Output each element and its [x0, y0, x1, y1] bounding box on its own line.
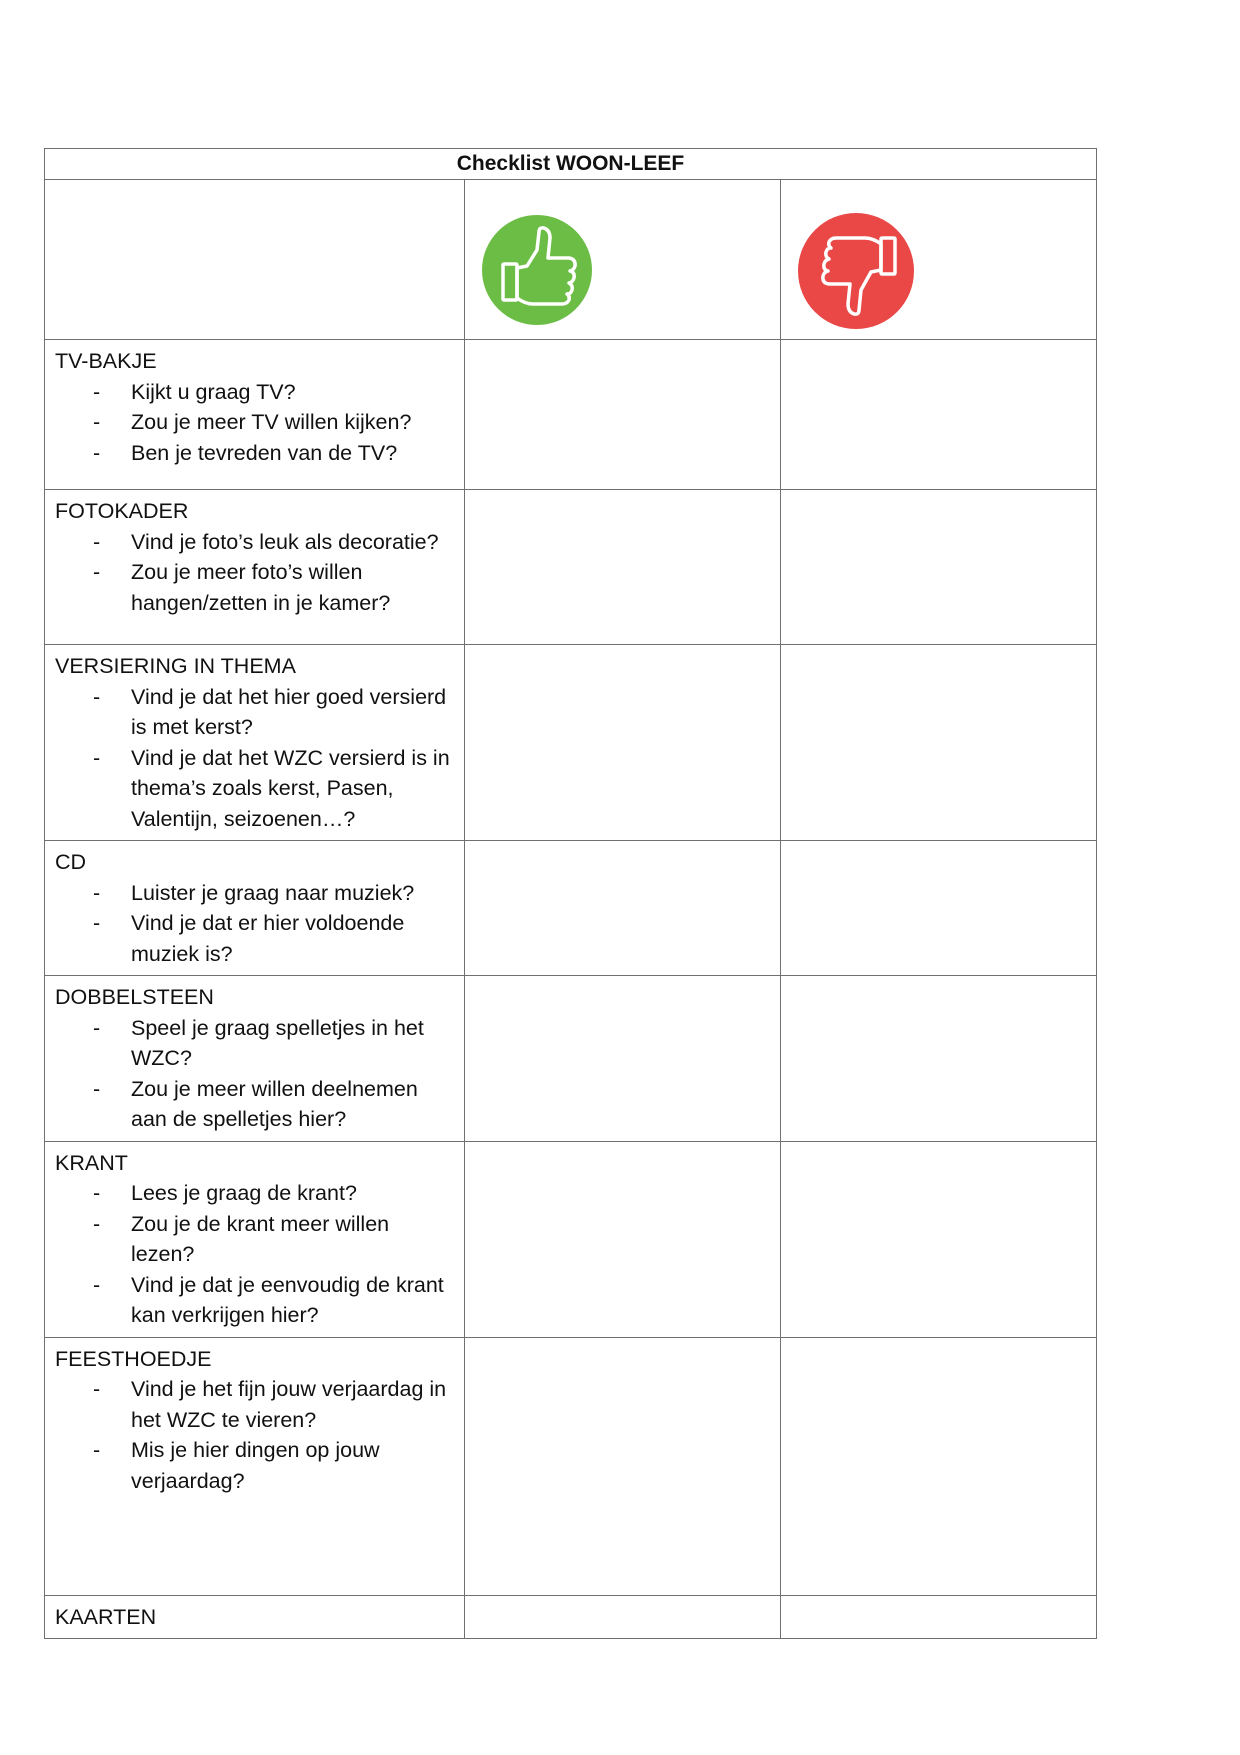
yes-answer-cell[interactable]: [465, 1595, 781, 1639]
bullet-dash: -: [93, 911, 101, 935]
no-answer-cell[interactable]: [781, 976, 1097, 1142]
section-row: [45, 1141, 1097, 1337]
category-label: DOBBELSTEEN: [55, 985, 214, 1009]
question-text: Mis je hier dingen op jouw verjaardag?: [131, 1438, 380, 1493]
yes-answer-cell[interactable]: [465, 645, 781, 841]
question-list: [55, 377, 454, 469]
bullet-dash: -: [93, 1015, 101, 1040]
question-item: [55, 527, 454, 558]
question-list: [55, 878, 454, 970]
question-text: Zou je meer foto’s willen hangen/zetten in je kamer?: [131, 560, 391, 615]
no-column-header: [781, 180, 1097, 340]
question-text: Zou je meer TV willen kijken?: [131, 410, 412, 434]
question-cell: [45, 1141, 465, 1337]
question-list: [55, 1013, 454, 1135]
yes-answer-cell[interactable]: [465, 1337, 781, 1595]
question-cell: [45, 841, 465, 976]
thumbs-down-icon: [797, 212, 915, 330]
question-text: Ben je tevreden van de TV?: [131, 440, 398, 465]
bullet-dash: -: [93, 1076, 101, 1101]
category-label: FEESTHOEDJE: [55, 1346, 212, 1371]
question-text: Vind je foto’s leuk als decoratie?: [131, 529, 439, 554]
section-row: [45, 340, 1097, 490]
bullet-dash: -: [93, 529, 101, 554]
question-cell: [45, 490, 465, 645]
question-list: [55, 527, 454, 619]
yes-answer-cell[interactable]: [465, 1141, 781, 1337]
question-text: Vind je dat het hier goed versierd is met kerst?: [131, 684, 447, 739]
section-row: [45, 1337, 1097, 1595]
bullet-dash: -: [93, 1181, 101, 1205]
no-answer-cell[interactable]: [781, 1337, 1097, 1595]
bullet-dash: -: [93, 560, 101, 584]
bullet-dash: -: [93, 440, 101, 465]
question-text: Vind je het fijn jouw verjaardag in het WZC te vieren?: [131, 1377, 447, 1432]
question-text: Zou je de krant meer willen lezen?: [131, 1211, 390, 1266]
yes-answer-cell[interactable]: [465, 841, 781, 976]
question-item: [55, 438, 454, 469]
checklist-title: Checklist WOON-LEEF: [45, 149, 1097, 180]
no-answer-cell[interactable]: [781, 340, 1097, 490]
no-answer-cell[interactable]: [781, 1595, 1097, 1639]
icon-row-empty-cell: [45, 180, 465, 340]
question-item: [55, 407, 454, 438]
question-text: Luister je graag naar muziek?: [131, 880, 415, 905]
thumbs-up-icon: [481, 214, 593, 326]
yes-answer-cell[interactable]: [465, 976, 781, 1142]
bullet-dash: -: [93, 1272, 101, 1297]
question-item: [55, 1435, 454, 1496]
question-cell: [45, 645, 465, 841]
question-text: Zou je meer willen deelnemen aan de spelletjes hier?: [131, 1076, 418, 1131]
question-cell: [45, 1337, 465, 1595]
question-text: Vind je dat er hier voldoende muziek is?: [131, 911, 405, 966]
bullet-dash: -: [93, 880, 101, 905]
bullet-dash: -: [93, 1377, 101, 1401]
question-item: [55, 1374, 454, 1435]
section-row: [45, 490, 1097, 645]
question-list: [55, 1178, 454, 1331]
question-text: Lees je graag de krant?: [131, 1181, 357, 1205]
bullet-dash: -: [93, 379, 101, 404]
question-cell: [45, 340, 465, 490]
section-row: [45, 645, 1097, 841]
no-answer-cell[interactable]: [781, 1141, 1097, 1337]
title-row: [45, 149, 1097, 180]
no-answer-cell[interactable]: [781, 841, 1097, 976]
no-answer-cell[interactable]: [781, 490, 1097, 645]
section-row: [45, 841, 1097, 976]
question-item: [55, 878, 454, 909]
question-item: [55, 682, 454, 743]
yes-answer-cell[interactable]: [465, 490, 781, 645]
question-text: Vind je dat het WZC versierd is in thema’s zoals kerst, Pasen, Valentijn, seizoenen…?: [131, 745, 450, 831]
question-item: [55, 1074, 454, 1135]
yes-column-header: [465, 180, 781, 340]
section-row: [45, 1595, 1097, 1639]
yes-answer-cell[interactable]: [465, 340, 781, 490]
question-text: Vind je dat je eenvoudig de krant kan verkrijgen hier?: [131, 1272, 444, 1327]
question-item: [55, 743, 454, 835]
icon-row: [45, 180, 1097, 340]
question-item: [55, 1178, 454, 1209]
category-label: VERSIERING IN THEMA: [55, 654, 296, 678]
question-item: [55, 377, 454, 408]
bullet-dash: -: [93, 745, 101, 770]
category-label: CD: [55, 850, 87, 874]
question-cell: [45, 1595, 465, 1639]
question-item: [55, 1270, 454, 1331]
bullet-dash: -: [93, 410, 101, 434]
thumbs-up-circle: [482, 215, 592, 325]
checklist-table: [44, 148, 1097, 1639]
bullet-dash: -: [93, 684, 101, 709]
category-label: FOTOKADER: [55, 499, 189, 523]
category-label: KAARTEN: [55, 1604, 157, 1629]
question-text: Speel je graag spelletjes in het WZC?: [131, 1015, 424, 1070]
bullet-dash: -: [93, 1211, 101, 1236]
bullet-dash: -: [93, 1438, 101, 1462]
question-list: [55, 1374, 454, 1496]
question-item: [55, 1209, 454, 1270]
category-label: KRANT: [55, 1150, 128, 1175]
question-item: [55, 1013, 454, 1074]
question-cell: [45, 976, 465, 1142]
question-item: [55, 557, 454, 618]
question-list: [55, 682, 454, 835]
question-item: [55, 908, 454, 969]
section-row: [45, 976, 1097, 1142]
no-answer-cell[interactable]: [781, 645, 1097, 841]
category-label: TV-BAKJE: [55, 349, 157, 373]
question-text: Kijkt u graag TV?: [131, 379, 296, 404]
